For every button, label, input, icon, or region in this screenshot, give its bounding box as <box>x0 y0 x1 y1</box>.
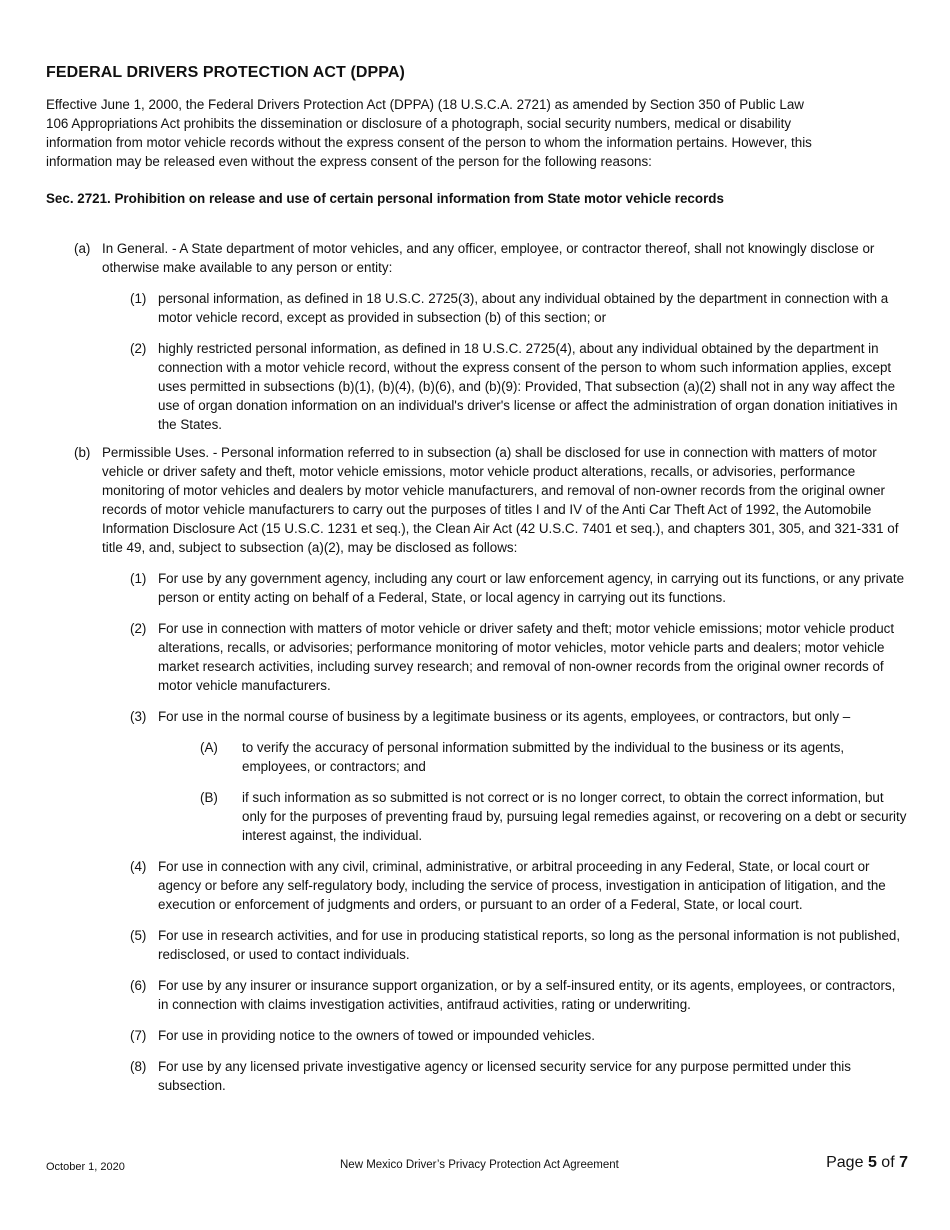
list-item-label: (3) <box>130 709 147 724</box>
list-item-label: (4) <box>130 859 147 874</box>
page-number <box>826 1154 908 1172</box>
list-item-label: (7) <box>130 1028 147 1043</box>
section-heading: Sec. 2721. Prohibition on release and use of certain personal information from State motor vehicle records <box>46 191 724 206</box>
subsection-b-item-4 <box>46 857 908 914</box>
subsection-b-item-3 <box>46 707 908 726</box>
list-item-text: For use by any insurer or insurance support organization, or by a self-insured entity, or its agents, employees, or contractors, in connection with claims investigation activities, antifraud activities, rating or underwriting. <box>158 978 896 1012</box>
document-title: FEDERAL DRIVERS PROTECTION ACT (DPPA) <box>46 64 405 81</box>
subsection-b-item-3-B <box>46 788 908 845</box>
list-item-label: (8) <box>130 1059 147 1074</box>
list-item-text: personal information, as defined in 18 U.S.C. 2725(3), about any individual obtained by the department in connection with a motor vehicle record, except as provided in subsection (b) of this section; or <box>158 291 889 325</box>
subsection-a-label: (a) <box>74 241 91 256</box>
document-body <box>46 64 908 1095</box>
page-current: 5 <box>867 1154 877 1171</box>
list-item-label: (1) <box>130 291 147 306</box>
list-item-text: For use in research activities, and for use in producing statistical reports, so long as the personal information is not published, redisclosed, or used to contact individuals. <box>158 928 901 962</box>
list-item-text: For use in providing notice to the owners of towed or impounded vehicles. <box>158 1028 595 1043</box>
list-item-label: (1) <box>130 571 147 586</box>
page-prefix: Page <box>826 1154 864 1171</box>
list-item-text: to verify the accuracy of personal information submitted by the individual to the business or its agents, employees, or contractors; and <box>242 740 845 774</box>
subsection-b-text: Permissible Uses. - Personal information referred to in subsection (a) shall be disclosed for use in connection with matters of motor vehicle or driver safety and theft, motor vehicle emissions, motor vehicle product alterations, recalls, or advisories, performance monitoring of motor vehicles and dealers by motor vehicle manufacturers, and removal of non-owner records from the original owner records of motor vehicle manufacturers to carry out the purposes of titles I and IV of the Anti Car Theft Act of 1992, the Automobile Information Disclosure Act (15 U.S.C. 1231 et seq.), the Clean Air Act (42 U.S.C. 7401 et seq.), and chapters 301, 305, and 321-331 of title 49, and, subject to subsection (a)(2), may be disclosed as follows: <box>102 445 899 555</box>
list-item-text: if such information as so submitted is not correct or is no longer correct, to obtain the correct information, but only for the purposes of preventing fraud by, pursuing legal remedies against, or recovering on a debt or security interest against, the individual. <box>242 790 907 843</box>
subsection-a-item-1 <box>46 289 908 327</box>
intro-paragraph: Effective June 1, 2000, the Federal Drivers Protection Act (DPPA) (18 U.S.C.A. 2721) as amended by Section 350 of Public Law 106 Appropriations Act prohibits the dissemination or disclosure of a photograph, social security numbers, medical or disability information from motor vehicle records without the express consent of the person to whom the information pertains. However, this information may be released even without the express consent of the person for the following reasons: <box>46 97 812 169</box>
subsection-b-item-5 <box>46 926 908 964</box>
list-item-label: (2) <box>130 341 147 356</box>
subsection-b-item-2 <box>46 619 908 695</box>
footer-document-title: New Mexico Driver’s Privacy Protection Act Agreement <box>340 1159 619 1171</box>
subsection-b-item-8 <box>46 1057 908 1095</box>
footer-date: October 1, 2020 <box>46 1161 125 1173</box>
subsection-b-item-6 <box>46 976 908 1014</box>
page-footer <box>46 1153 908 1175</box>
page-total: 7 <box>899 1154 908 1171</box>
subsection-b-item-7 <box>46 1026 908 1045</box>
list-item-label: (B) <box>200 790 218 805</box>
list-item-text: highly restricted personal information, as defined in 18 U.S.C. 2725(4), about any individual obtained by the department in connection with a motor vehicle record, without the express consent of the person to whom such information applies, except uses permitted in subsections (b)(1), (b)(4), (b)(6), and (b)(9): Provided, That subsection (a)(2) shall not in any way affect the use of organ donation information on an individual's driver's license or affect the administration of organ donation initiatives in the States. <box>158 341 898 432</box>
list-item-text: For use by any licensed private investigative agency or licensed security service for any purpose permitted under this subsection. <box>158 1059 851 1093</box>
list-item-text: For use in connection with any civil, criminal, administrative, or arbitral proceeding in any Federal, State, or local court or agency or before any self-regulatory body, including the service of process, investigation in anticipation of litigation, and the execution or enforcement of judgments and orders, or pursuant to an order of a Federal, State, or local court. <box>158 859 886 912</box>
subsection-b-label: (b) <box>74 445 91 460</box>
subsection-b <box>46 443 908 557</box>
subsection-a <box>46 239 908 277</box>
list-item-label: (5) <box>130 928 147 943</box>
subsection-a-item-2 <box>46 339 908 434</box>
subsection-a-text: In General. - A State department of motor vehicles, and any officer, employee, or contractor thereof, shall not knowingly disclose or otherwise make available to any person or entity: <box>102 241 875 275</box>
list-item-text: For use by any government agency, including any court or law enforcement agency, in carrying out its functions, or any private person or entity acting on behalf of a Federal, State, or local agency in carrying out its functions. <box>158 571 905 605</box>
list-item-text: For use in the normal course of business by a legitimate business or its agents, employees, or contractors, but only – <box>158 709 851 724</box>
page-of: of <box>881 1154 895 1171</box>
list-item-label: (6) <box>130 978 147 993</box>
subsection-b-item-1 <box>46 569 908 607</box>
subsection-b-item-3-A <box>46 738 908 776</box>
list-item-label: (A) <box>200 740 218 755</box>
list-item-label: (2) <box>130 621 147 636</box>
list-item-text: For use in connection with matters of motor vehicle or driver safety and theft; motor vehicle emissions; motor vehicle product alterations, recalls, or advisories; performance monitoring of motor vehicles, motor vehicle parts and dealers; motor vehicle market research activities, including survey research; and removal of non-owner records from the original owner records of motor vehicle manufacturers. <box>158 621 895 693</box>
